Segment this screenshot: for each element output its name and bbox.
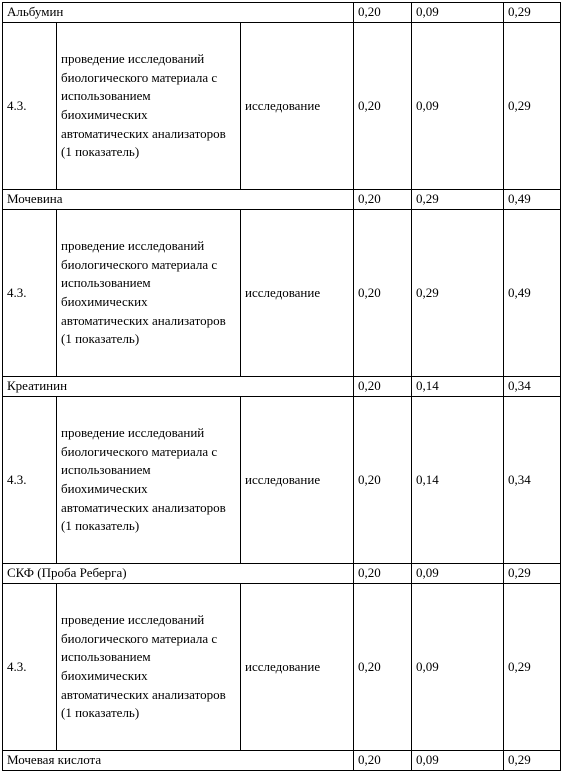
group-row-urea <box>3 190 561 210</box>
price-value-2: 0,09 <box>412 564 504 584</box>
price-total: 0,49 <box>504 210 561 377</box>
price-value-1: 0,20 <box>354 751 412 771</box>
price-value-2: 0,09 <box>412 3 504 23</box>
price-total: 0,29 <box>504 3 561 23</box>
price-value-1: 0,20 <box>354 564 412 584</box>
price-table-body <box>3 3 561 771</box>
group-row-albumin <box>3 3 561 23</box>
price-value-2: 0,09 <box>412 584 504 751</box>
price-value-1: 0,20 <box>354 397 412 564</box>
service-description <box>57 584 241 751</box>
price-value-1: 0,20 <box>354 584 412 751</box>
unit-label: исследование <box>241 584 354 751</box>
price-value-1: 0,20 <box>354 210 412 377</box>
unit-label: исследование <box>241 210 354 377</box>
detail-row <box>3 210 561 377</box>
price-value-2: 0,14 <box>412 397 504 564</box>
service-description-text: проведение исследований биологического материала с использованием биохимических автоматических анализаторов (1 показатель) <box>61 51 226 160</box>
group-name: СКФ (Проба Реберга) <box>3 564 354 584</box>
service-code: 4.3. <box>3 23 57 190</box>
group-row-creatinine <box>3 377 561 397</box>
price-total: 0,49 <box>504 190 561 210</box>
price-total: 0,29 <box>504 564 561 584</box>
service-description <box>57 397 241 564</box>
group-row-uric-acid <box>3 751 561 771</box>
service-description <box>57 23 241 190</box>
detail-row <box>3 397 561 564</box>
unit-label: исследование <box>241 23 354 190</box>
service-code: 4.3. <box>3 584 57 751</box>
price-total: 0,34 <box>504 397 561 564</box>
price-total: 0,34 <box>504 377 561 397</box>
price-value-1: 0,20 <box>354 3 412 23</box>
price-value-2: 0,09 <box>412 751 504 771</box>
price-value-2: 0,14 <box>412 377 504 397</box>
price-table <box>2 2 561 771</box>
unit-label: исследование <box>241 397 354 564</box>
service-description <box>57 210 241 377</box>
price-value-2: 0,09 <box>412 23 504 190</box>
price-value-2: 0,29 <box>412 190 504 210</box>
price-value-1: 0,20 <box>354 377 412 397</box>
group-row-gfr <box>3 564 561 584</box>
price-total: 0,29 <box>504 584 561 751</box>
service-code: 4.3. <box>3 210 57 377</box>
service-description-text: проведение исследований биологического материала с использованием биохимических автоматических анализаторов (1 показатель) <box>61 238 226 347</box>
detail-row <box>3 23 561 190</box>
group-name: Мочевая кислота <box>3 751 354 771</box>
service-description-text: проведение исследований биологического материала с использованием биохимических автоматических анализаторов (1 показатель) <box>61 425 226 534</box>
service-code: 4.3. <box>3 397 57 564</box>
group-name: Мочевина <box>3 190 354 210</box>
group-name: Альбумин <box>3 3 354 23</box>
price-total: 0,29 <box>504 751 561 771</box>
price-value-1: 0,20 <box>354 23 412 190</box>
price-total: 0,29 <box>504 23 561 190</box>
price-value-2: 0,29 <box>412 210 504 377</box>
group-name: Креатинин <box>3 377 354 397</box>
price-value-1: 0,20 <box>354 190 412 210</box>
service-description-text: проведение исследований биологического материала с использованием биохимических автоматических анализаторов (1 показатель) <box>61 612 226 721</box>
detail-row <box>3 584 561 751</box>
